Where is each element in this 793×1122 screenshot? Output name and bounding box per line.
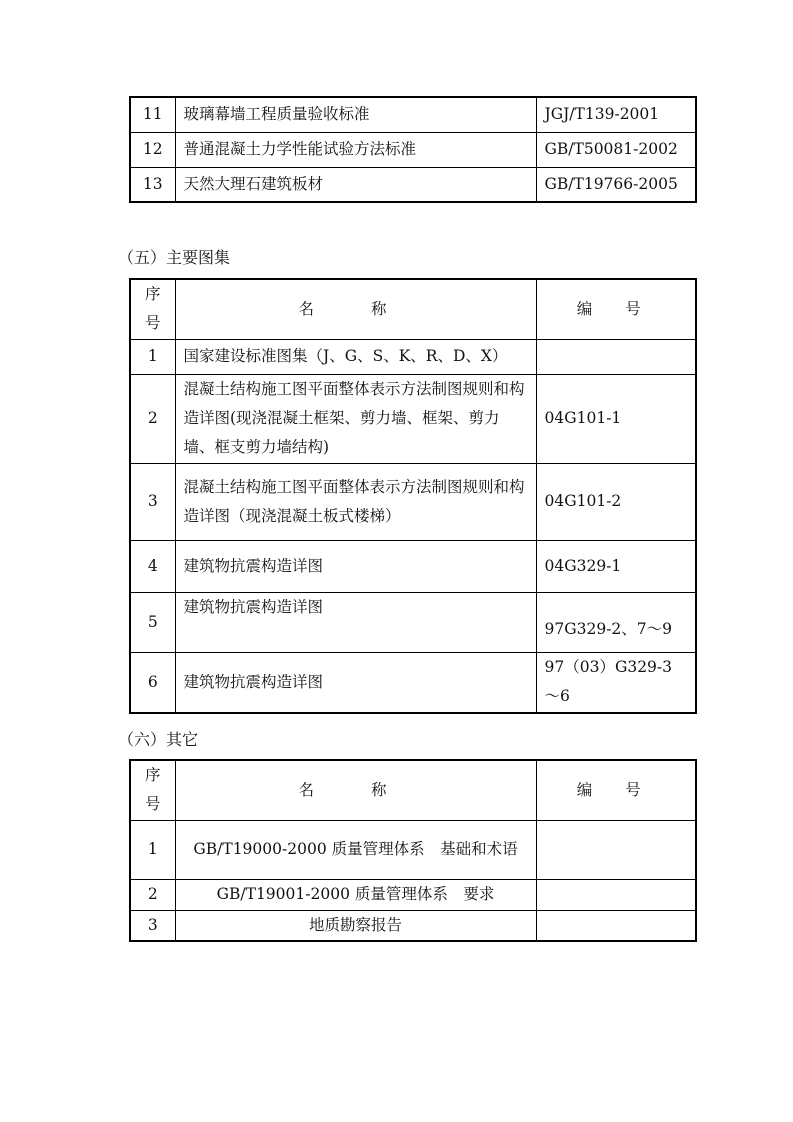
table-header — [130, 760, 696, 820]
row-name: GB/T19001-2000 质量管理体系 要求 — [175, 879, 536, 910]
table-row — [130, 167, 696, 202]
row-code: GB/T19766-2005 — [536, 167, 696, 202]
row-code: 04G101-2 — [536, 463, 696, 540]
row-number: 5 — [130, 592, 175, 652]
row-number: 3 — [130, 463, 175, 540]
table-row — [130, 132, 696, 167]
header-name: 名 称 — [175, 279, 536, 339]
row-name: 地质勘察报告 — [175, 910, 536, 941]
row-name: 国家建设标准图集（J、G、S、K、R、D、X） — [175, 339, 536, 374]
header-number-line1: 序 — [144, 285, 161, 304]
row-code: 04G329-1 — [536, 540, 696, 592]
header-number-line2: 号 — [144, 795, 161, 814]
row-code: 04G101-1 — [536, 374, 696, 463]
header-number — [130, 279, 175, 339]
row-code — [536, 339, 696, 374]
header-name: 名 称 — [175, 760, 536, 820]
row-code: GB/T50081-2002 — [536, 132, 696, 167]
section-heading: （五）主要图集 — [118, 248, 231, 267]
table-row — [130, 879, 696, 910]
table-header — [130, 279, 696, 339]
row-number: 11 — [130, 97, 175, 132]
table-row — [130, 820, 696, 879]
row-number: 13 — [130, 167, 175, 202]
row-number: 2 — [130, 374, 175, 463]
row-name: 普通混凝土力学性能试验方法标准 — [175, 132, 536, 167]
table-row — [130, 910, 696, 941]
row-name: 混凝土结构施工图平面整体表示方法制图规则和构造详图（现浇混凝土板式楼梯） — [175, 463, 536, 540]
table-row — [130, 463, 696, 540]
row-code: 97G329-2、7～9 — [536, 592, 696, 652]
section-heading: （六）其它 — [118, 730, 199, 749]
row-code — [536, 910, 696, 941]
row-name: GB/T19000-2000 质量管理体系 基础和术语 — [175, 820, 536, 879]
row-name: 天然大理石建筑板材 — [175, 167, 536, 202]
atlas-table — [129, 278, 697, 714]
table-row — [130, 540, 696, 592]
standards-table — [129, 96, 697, 203]
row-name: 建筑物抗震构造详图 — [175, 540, 536, 592]
header-code: 编 号 — [536, 279, 696, 339]
row-number: 12 — [130, 132, 175, 167]
row-code: 97（03）G329-3～6 — [536, 652, 696, 713]
row-number: 1 — [130, 339, 175, 374]
row-code: JGJ/T139-2001 — [536, 97, 696, 132]
row-number: 2 — [130, 879, 175, 910]
table-row — [130, 374, 696, 463]
row-code — [536, 820, 696, 879]
row-name: 玻璃幕墙工程质量验收标准 — [175, 97, 536, 132]
table-row — [130, 652, 696, 713]
header-number — [130, 760, 175, 820]
header-code: 编 号 — [536, 760, 696, 820]
table-row — [130, 592, 696, 652]
row-number: 6 — [130, 652, 175, 713]
row-name: 建筑物抗震构造详图 — [175, 652, 536, 713]
table-row — [130, 339, 696, 374]
header-number-line1: 序 — [144, 766, 161, 785]
header-number-line2: 号 — [144, 314, 161, 333]
table-row — [130, 97, 696, 132]
row-number: 4 — [130, 540, 175, 592]
row-number: 1 — [130, 820, 175, 879]
other-table — [129, 759, 697, 942]
row-name: 混凝土结构施工图平面整体表示方法制图规则和构造详图(现浇混凝土框架、剪力墙、框架、剪力墙、框支剪力墙结构) — [175, 374, 536, 463]
row-number: 3 — [130, 910, 175, 941]
row-name: 建筑物抗震构造详图 — [175, 592, 536, 652]
row-code — [536, 879, 696, 910]
